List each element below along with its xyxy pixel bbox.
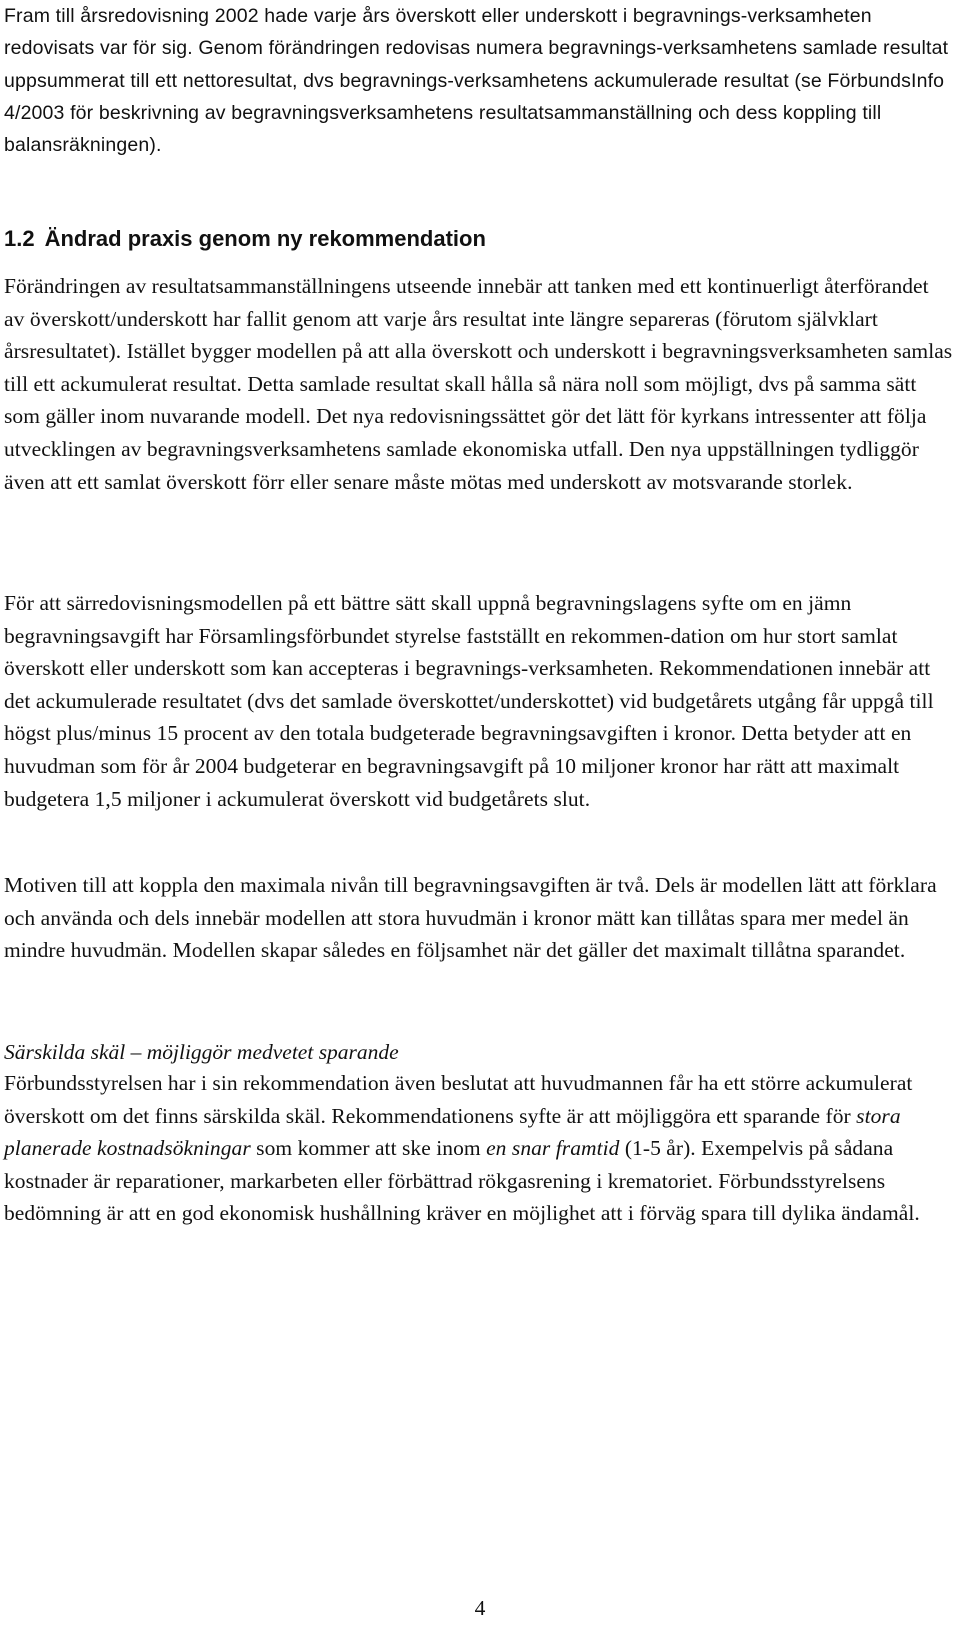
body-paragraph-4 — [4, 1067, 954, 1230]
body-paragraph-1: Förändringen av resultatsammanställningens utseende innebär att tanken med ett kontinuerligt återförandet av överskott/underskott har fallit genom att varje års resultat inte längre separeras (förutom självklart årsresultatet). Istället bygger modellen på att alla överskott och underskott i begravningsverksamheten samlas till ett ackumulerat resultat. Detta samlade resultat skall hålla så nära noll som möjligt, dvs på samma sätt som gäller inom nuvarande modell. Det nya redovisningssättet gör det lätt för kyrkans intressenter att följa utvecklingen av begravningsverksamhetens samlade ekonomiska utfall. Den nya uppställningen tydliggör även att ett samlat överskott förr eller senare måste mötas med underskott av motsvarande storlek. — [4, 274, 953, 494]
paragraph-4-text-3: (1-5 år). Exempelvis på sådana kostnader är reparationer, markarbeten eller förbättrad rökgasrening i krematoriet. Förbundsstyrelsens bedömning är att en god ekonomisk hushållning kräver en möjlighet att i förväg spara till dylika ändamål. — [4, 1136, 920, 1226]
body-paragraph-2: För att särredovisningsmodellen på ett bättre sätt skall uppnå begravningslagens syfte om en jämn begravningsavgift har Församlingsförbundet styrelse fastställt en rekommen-dation om hur stort samlat överskott eller underskott som kan accepteras i begravnings-verksamheten. Rekommendationen innebär att det ackumulerade resultatet (dvs det samlade överskottet/underskottet) vid budgetårets utgång får uppgå till högst plus/minus 15 procent av den totala budgeterade begravningsavgiften i kronor. Detta betyder att en huvudman som för år 2004 budgeterar en begravningsavgift på 10 miljoner kronor har rätt att maximalt budgetera 1,5 miljoner i ackumulerat överskott vid budgetårets slut. — [4, 591, 934, 811]
emphasis-planned-cost-increases: stora planerade kostnadsökningar — [4, 1103, 901, 1161]
paragraph-4-text-2: som kommer att ske inom — [250, 1136, 487, 1161]
section-heading — [4, 224, 486, 254]
section-title: Ändrad praxis genom ny rekommendation — [44, 226, 486, 251]
body-paragraph-3: Motiven till att koppla den maximala nivån till begravningsavgiften är två. Dels är modellen lätt att förklara och använda och dels innebär modellen att stora huvudmän i kronor mätt kan tillåtas spara mer medel än mindre huvudmän. Modellen skapar således en följsamhet när det gäller det maximalt tillåtna sparandet. — [4, 873, 937, 963]
subheading-special-reasons: Särskilda skäl – möjliggör medvetet sparande — [4, 1040, 399, 1064]
intro-paragraph: Fram till årsredovisning 2002 hade varje års överskott eller underskott i begravnings-verksamheten redovisats var för sig. Genom förändringen redovisas numera begravnings-verksamhetens samlade resultat uppsummerat till ett nettoresultat, dvs begravnings-verksamhetens ackumulerade resultat (se FörbundsInfo 4/2003 för beskrivning av begravningsverksamhetens resultatsammanställning och dess koppling till balansräkningen). — [4, 5, 949, 157]
emphasis-near-future: en snar framtid — [486, 1136, 620, 1161]
paragraph-4-text-1: Förbundsstyrelsen har i sin rekommendation även beslutat att huvudmannen får ha ett större ackumulerat överskott om det finns särskilda skäl. Rekommendationens syfte är att möjliggöra ett sparande för — [4, 1071, 913, 1128]
section-number: 1.2 — [4, 226, 35, 251]
page-number: 4 — [474, 1596, 486, 1620]
